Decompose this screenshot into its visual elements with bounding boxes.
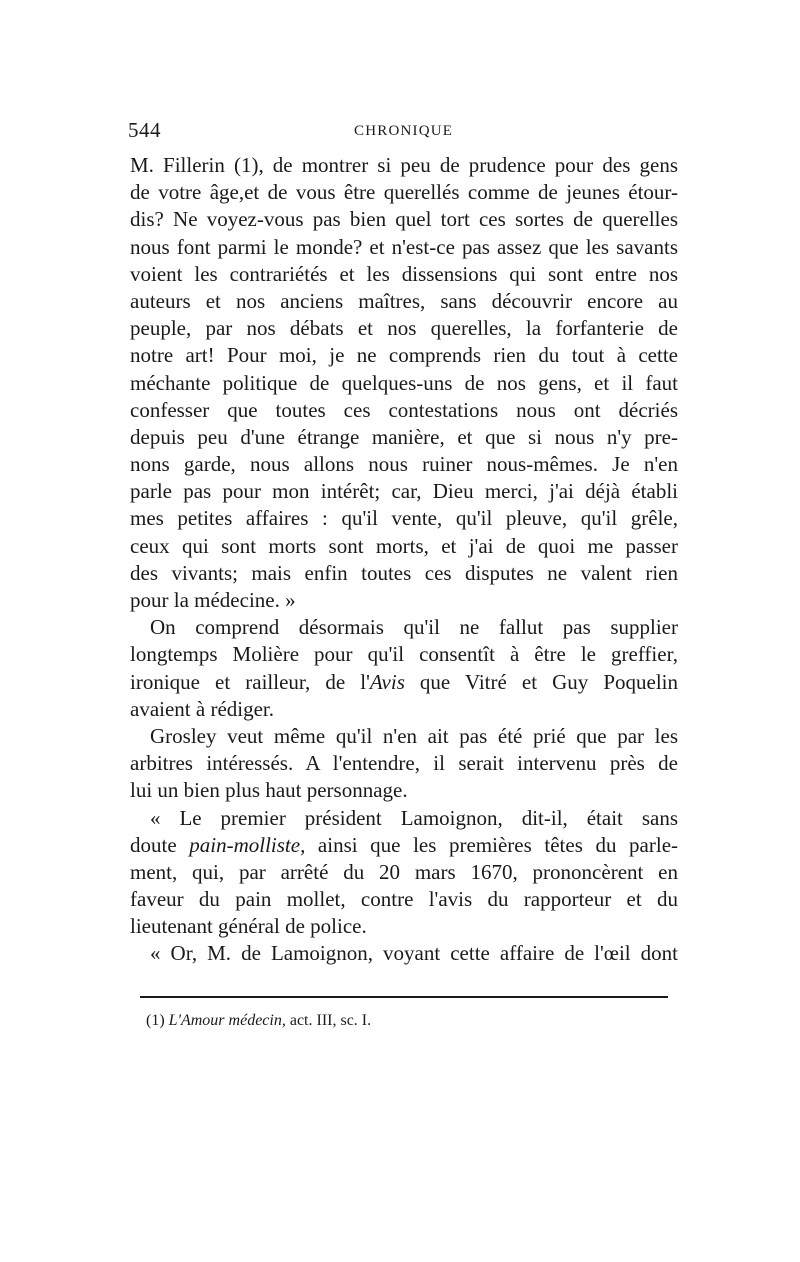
text-line: dis? Ne voyez-vous pas bien quel tort ces sortes de querelles (130, 207, 678, 232)
body-text (130, 152, 678, 968)
text-line: M. Fillerin (1), de montrer si peu de prudence pour des gens (130, 153, 678, 177)
text-line: avaient à rédiger. (130, 696, 275, 721)
text-line: lieutenant général de police. (130, 914, 367, 939)
text-line: parle pas pour mon intérêt; car, Dieu merci, j'ai déjà établi (130, 479, 678, 504)
text-line (130, 669, 678, 696)
footnote-marker: (1) (146, 1012, 169, 1029)
text-line: longtemps Molière pour qu'il consentît à être le greffier, (130, 642, 678, 667)
italic-term: pain-molliste, (189, 832, 306, 857)
text-line: On comprend désormais qu'il ne fallut pas supplier (150, 615, 678, 640)
text-line: arbitres intéressés. A l'entendre, il serait intervenu près de (130, 751, 678, 776)
text-line: peuple, par nos débats et nos querelles, la forfanterie de (130, 316, 678, 341)
text-line: des vivants; mais enfin toutes ces disputes ne valent rien (130, 560, 678, 585)
text-line: faveur du pain mollet, contre l'avis du rapporteur et du (130, 887, 678, 912)
text-line: mes petites affaires : qu'il vente, qu'il pleuve, qu'il grêle, (130, 506, 678, 531)
footnote-title: L'Amour médecin, (168, 1012, 286, 1029)
footnote (146, 1012, 371, 1030)
text-line: nous font parmi le monde? et n'est-ce pas assez que les savants (130, 234, 678, 259)
text-segment: doute (130, 832, 190, 857)
text-segment: que Vitré et Guy Poquelin (404, 669, 678, 694)
text-line: confesser que toutes ces contestations nous ont décriés (130, 397, 678, 422)
text-segment: ironique et railleur, de l' (130, 669, 370, 694)
page-header (128, 118, 676, 146)
text-line: Grosley veut même qu'il n'en ait pas été prié que par les (150, 723, 678, 748)
text-line: lui un bien plus haut personnage. (130, 778, 408, 803)
text-line (130, 832, 678, 859)
text-line: depuis peu d'une étrange manière, et que si nous n'y pre- (130, 424, 678, 449)
text-segment: ainsi que les premières têtes du parle- (305, 832, 678, 857)
footnote-reference: act. III, sc. I. (285, 1012, 372, 1029)
text-line: pour la médecine. » (130, 588, 296, 612)
text-line: auteurs et nos anciens maîtres, sans découvrir encore au (130, 288, 678, 313)
text-line: « Le premier président Lamoignon, dit-il, était sans (150, 805, 678, 830)
text-line: notre art! Pour moi, je ne comprends rien du tout à cette (130, 343, 678, 368)
italic-title: Avis (369, 669, 405, 694)
text-line: nons garde, nous allons nous ruiner nous-mêmes. Je n'en (130, 452, 678, 477)
page-number: 544 (128, 118, 161, 142)
text-line: voient les contrariétés et les dissensions qui sont entre nos (130, 261, 678, 286)
text-line: méchante politique de quelques-uns de nos gens, et il faut (130, 370, 678, 395)
text-line: « Or, M. de Lamoignon, voyant cette affaire de l'œil dont (150, 941, 678, 966)
running-title: CHRONIQUE (354, 123, 454, 139)
text-line: de votre âge,et de vous être querellés comme de jeunes étour- (130, 180, 678, 205)
footnote-divider (140, 996, 668, 998)
text-line: ceux qui sont morts sont morts, et j'ai de quoi me passer (130, 533, 678, 558)
text-line: ment, qui, par arrêté du 20 mars 1670, prononcèrent en (130, 859, 678, 884)
